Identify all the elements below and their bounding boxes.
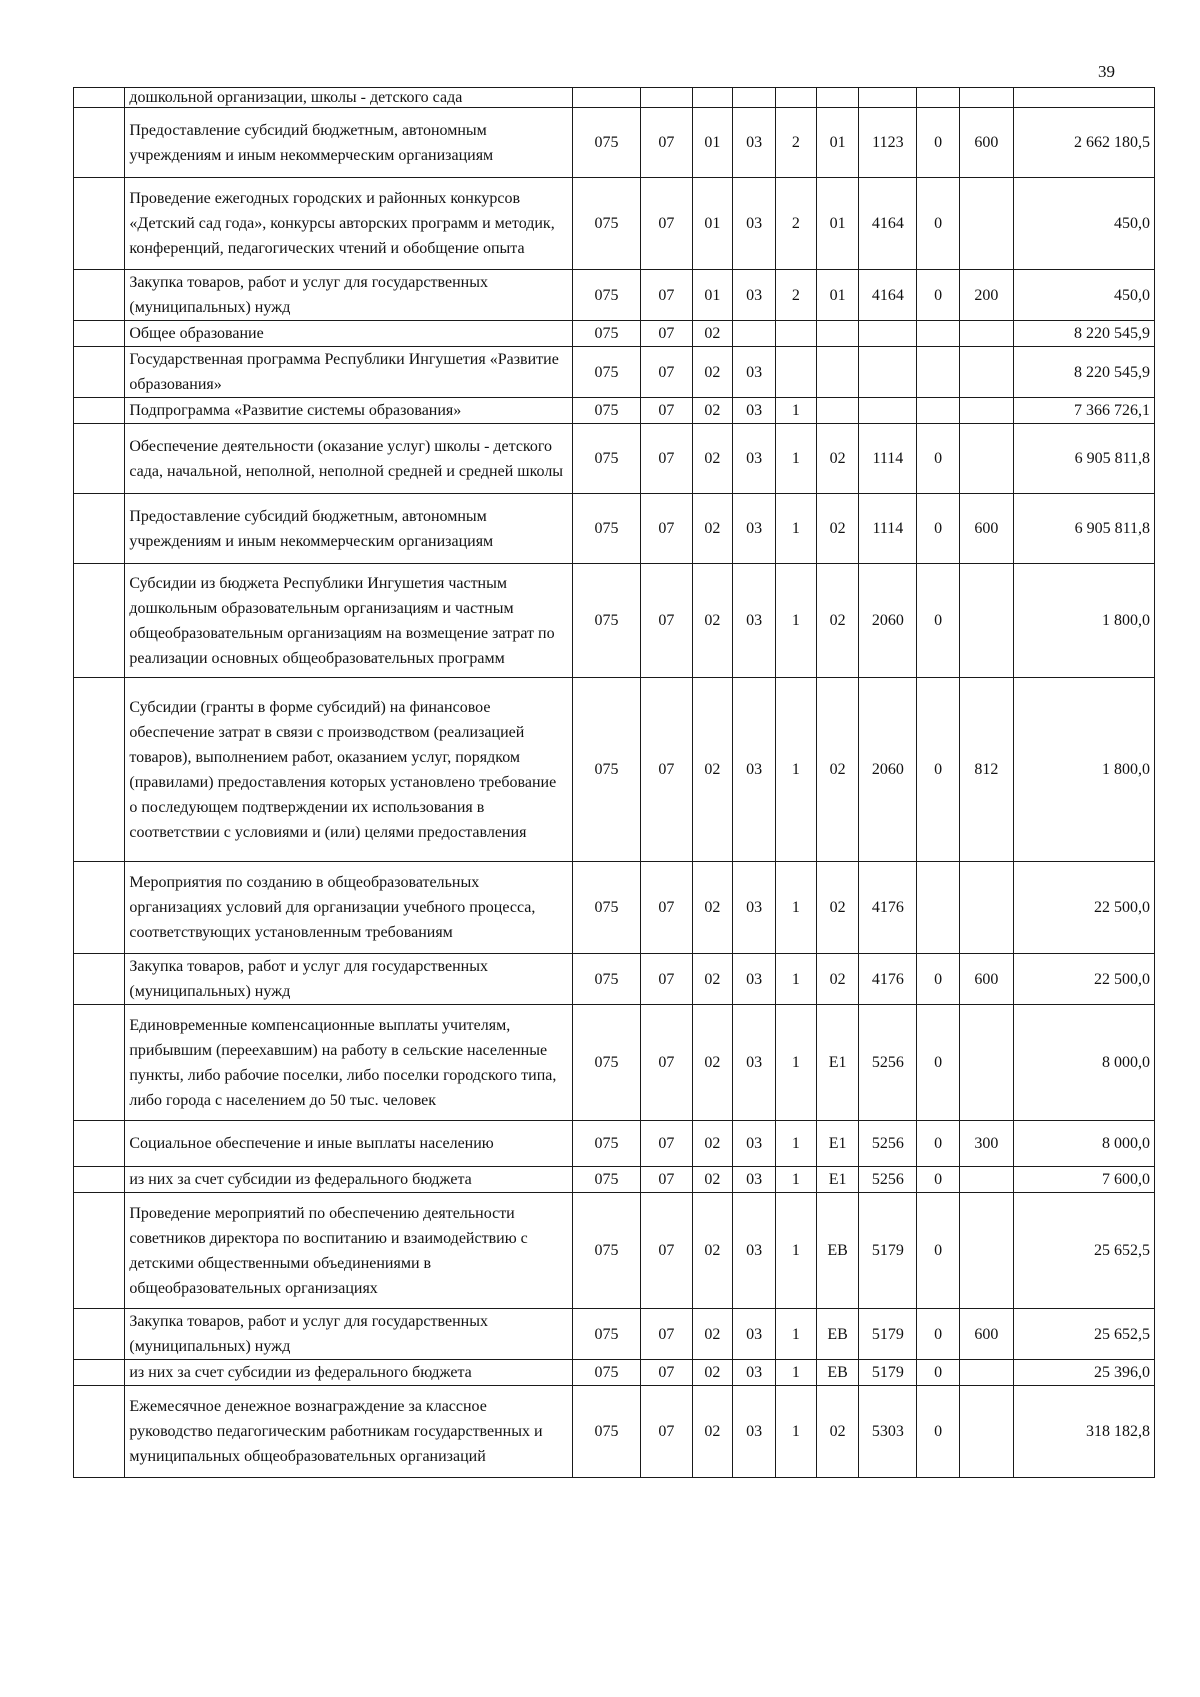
code-cell-c2: 07 (641, 398, 692, 424)
table-row (74, 1386, 1155, 1478)
code-cell-c7: 4164 (859, 270, 917, 321)
code-cell-c8: 0 (917, 108, 960, 178)
code-cell-c9 (960, 398, 1014, 424)
amount-cell: 8 220 545,9 (1013, 321, 1154, 347)
amount-cell: 318 182,8 (1013, 1386, 1154, 1478)
table-row (74, 1121, 1155, 1167)
code-cell-c9: 600 (960, 108, 1014, 178)
code-cell-c8 (917, 347, 960, 398)
code-cell-c4: 03 (733, 1360, 776, 1386)
code-cell-c9 (960, 564, 1014, 678)
code-cell-c4: 03 (733, 1309, 776, 1360)
code-cell-c5: 1 (776, 1121, 817, 1167)
table-row (74, 494, 1155, 564)
code-cell-c6: EB (816, 1193, 859, 1309)
amount-cell: 450,0 (1013, 178, 1154, 270)
code-cell-c4: 03 (733, 108, 776, 178)
code-cell-c5: 2 (776, 108, 817, 178)
page-number: 39 (1098, 62, 1115, 81)
code-cell-c9: 812 (960, 678, 1014, 862)
code-cell-c9: 300 (960, 1121, 1014, 1167)
row-description: Обеспечение деятельности (оказание услуг) школы - детского сада, начальной, неполной, неполной средней и средней школы (125, 424, 572, 494)
code-cell-c7: 2060 (859, 678, 917, 862)
code-cell-c5: 1 (776, 424, 817, 494)
code-cell-c7: 5256 (859, 1005, 917, 1121)
code-cell-c3: 01 (692, 270, 733, 321)
code-cell-c2: 07 (641, 1193, 692, 1309)
table-row (74, 108, 1155, 178)
code-cell-c6: 01 (816, 108, 859, 178)
code-cell-c9: 600 (960, 1309, 1014, 1360)
code-cell-c3: 02 (692, 1005, 733, 1121)
code-cell-c7: 5256 (859, 1167, 917, 1193)
code-cell-c5: 2 (776, 178, 817, 270)
code-cell-c4: 03 (733, 678, 776, 862)
row-description: из них за счет субсидии из федерального бюджета (125, 1167, 572, 1193)
code-cell-c4: 03 (733, 954, 776, 1005)
row-number-cell (74, 1167, 125, 1193)
table-row (74, 564, 1155, 678)
code-cell-c3: 02 (692, 321, 733, 347)
code-cell-c8: 0 (917, 1121, 960, 1167)
code-cell-c3: 02 (692, 564, 733, 678)
code-cell-c7: 5179 (859, 1360, 917, 1386)
code-cell-c1: 075 (572, 862, 640, 954)
code-cell-c6: 02 (816, 1386, 859, 1478)
table-row (74, 178, 1155, 270)
code-cell-c4: 03 (733, 178, 776, 270)
code-cell-c9 (960, 862, 1014, 954)
code-cell-c6: EB (816, 1360, 859, 1386)
code-cell-c1: 075 (572, 347, 640, 398)
code-cell-c4: 03 (733, 494, 776, 564)
code-cell-c1: 075 (572, 178, 640, 270)
table-row (74, 321, 1155, 347)
code-cell-c8: 0 (917, 1167, 960, 1193)
amount-cell: 25 396,0 (1013, 1360, 1154, 1386)
code-cell-c4 (733, 321, 776, 347)
table-row (74, 1309, 1155, 1360)
code-cell-c3: 02 (692, 398, 733, 424)
code-cell-c2: 07 (641, 424, 692, 494)
code-cell-c4: 03 (733, 1005, 776, 1121)
table-row (74, 1005, 1155, 1121)
code-cell-c6: E1 (816, 1121, 859, 1167)
code-cell-c4: 03 (733, 424, 776, 494)
code-cell-c2: 07 (641, 178, 692, 270)
code-cell-c7: 2060 (859, 564, 917, 678)
amount-cell (1013, 88, 1154, 108)
code-cell-c8 (917, 398, 960, 424)
row-description: Ежемесячное денежное вознаграждение за классное руководство педагогическим работникам государственных и муниципальных общеобразовательных организаций (125, 1386, 572, 1478)
budget-table (73, 87, 1155, 1478)
row-description: Закупка товаров, работ и услуг для государственных (муниципальных) нужд (125, 270, 572, 321)
code-cell-c9 (960, 1167, 1014, 1193)
code-cell-c3: 02 (692, 862, 733, 954)
code-cell-c1: 075 (572, 424, 640, 494)
code-cell-c3: 02 (692, 1360, 733, 1386)
code-cell-c2: 07 (641, 347, 692, 398)
code-cell-c5: 1 (776, 678, 817, 862)
code-cell-c1: 075 (572, 1167, 640, 1193)
code-cell-c1: 075 (572, 678, 640, 862)
code-cell-c1: 075 (572, 494, 640, 564)
code-cell-c1: 075 (572, 1386, 640, 1478)
amount-cell: 450,0 (1013, 270, 1154, 321)
code-cell-c3: 02 (692, 678, 733, 862)
code-cell-c9 (960, 1386, 1014, 1478)
amount-cell: 22 500,0 (1013, 862, 1154, 954)
amount-cell: 1 800,0 (1013, 678, 1154, 862)
table-row (74, 678, 1155, 862)
code-cell-c6: 01 (816, 270, 859, 321)
code-cell-c3: 01 (692, 108, 733, 178)
code-cell-c8: 0 (917, 424, 960, 494)
code-cell-c7: 5303 (859, 1386, 917, 1478)
row-number-cell (74, 1005, 125, 1121)
code-cell-c7: 1114 (859, 424, 917, 494)
row-number-cell (74, 494, 125, 564)
code-cell-c4: 03 (733, 270, 776, 321)
code-cell-c4: 03 (733, 1193, 776, 1309)
code-cell-c7: 5179 (859, 1309, 917, 1360)
code-cell-c4: 03 (733, 1386, 776, 1478)
code-cell-c9 (960, 178, 1014, 270)
code-cell-c6 (816, 321, 859, 347)
code-cell-c1: 075 (572, 270, 640, 321)
code-cell-c1: 075 (572, 108, 640, 178)
code-cell-c4: 03 (733, 398, 776, 424)
amount-cell: 6 905 811,8 (1013, 424, 1154, 494)
table-row (74, 1360, 1155, 1386)
row-description: Закупка товаров, работ и услуг для государственных (муниципальных) нужд (125, 1309, 572, 1360)
table-row (74, 270, 1155, 321)
code-cell-c8 (917, 862, 960, 954)
code-cell-c7: 4176 (859, 862, 917, 954)
code-cell-c8: 0 (917, 564, 960, 678)
code-cell-c3: 02 (692, 494, 733, 564)
table-row (74, 88, 1155, 108)
code-cell-c9: 600 (960, 954, 1014, 1005)
row-number-cell (74, 347, 125, 398)
amount-cell: 1 800,0 (1013, 564, 1154, 678)
code-cell-c1: 075 (572, 1005, 640, 1121)
code-cell-c5: 1 (776, 1005, 817, 1121)
code-cell-c7: 5179 (859, 1193, 917, 1309)
code-cell-c6: 01 (816, 178, 859, 270)
code-cell-c2: 07 (641, 321, 692, 347)
code-cell-c1: 075 (572, 321, 640, 347)
code-cell-c7 (859, 347, 917, 398)
budget-table-body (74, 88, 1155, 1478)
row-number-cell (74, 1193, 125, 1309)
amount-cell: 8 000,0 (1013, 1121, 1154, 1167)
code-cell-c8: 0 (917, 494, 960, 564)
code-cell-c2: 07 (641, 1309, 692, 1360)
code-cell-c6: 02 (816, 494, 859, 564)
code-cell-c9 (960, 347, 1014, 398)
code-cell-c3: 02 (692, 954, 733, 1005)
code-cell-c6: E1 (816, 1167, 859, 1193)
code-cell-c1: 075 (572, 1360, 640, 1386)
code-cell-c4 (733, 88, 776, 108)
code-cell-c4: 03 (733, 347, 776, 398)
code-cell-c5: 1 (776, 1386, 817, 1478)
code-cell-c8: 0 (917, 1309, 960, 1360)
code-cell-c8: 0 (917, 954, 960, 1005)
table-row (74, 424, 1155, 494)
row-number-cell (74, 178, 125, 270)
code-cell-c4: 03 (733, 1167, 776, 1193)
code-cell-c5: 2 (776, 270, 817, 321)
row-number-cell (74, 1309, 125, 1360)
code-cell-c4: 03 (733, 564, 776, 678)
code-cell-c5: 1 (776, 1360, 817, 1386)
code-cell-c3: 02 (692, 1386, 733, 1478)
code-cell-c2: 07 (641, 1360, 692, 1386)
code-cell-c9 (960, 424, 1014, 494)
row-number-cell (74, 321, 125, 347)
code-cell-c7: 4164 (859, 178, 917, 270)
row-description: Общее образование (125, 321, 572, 347)
code-cell-c6: E1 (816, 1005, 859, 1121)
row-number-cell (74, 1360, 125, 1386)
code-cell-c7: 4176 (859, 954, 917, 1005)
code-cell-c5: 1 (776, 1167, 817, 1193)
code-cell-c3: 02 (692, 1121, 733, 1167)
code-cell-c1: 075 (572, 1193, 640, 1309)
amount-cell: 2 662 180,5 (1013, 108, 1154, 178)
code-cell-c7: 5256 (859, 1121, 917, 1167)
amount-cell: 8 220 545,9 (1013, 347, 1154, 398)
code-cell-c7: 1123 (859, 108, 917, 178)
code-cell-c3 (692, 88, 733, 108)
code-cell-c2: 07 (641, 862, 692, 954)
amount-cell: 25 652,5 (1013, 1309, 1154, 1360)
code-cell-c5: 1 (776, 494, 817, 564)
row-number-cell (74, 88, 125, 108)
row-description: Государственная программа Республики Ингушетия «Развитие образования» (125, 347, 572, 398)
code-cell-c9 (960, 88, 1014, 108)
amount-cell: 22 500,0 (1013, 954, 1154, 1005)
row-description: Субсидии из бюджета Республики Ингушетия частным дошкольным образовательным организациям и частным общеобразовательным организациям на возмещение затрат по реализации основных общеобразовательных программ (125, 564, 572, 678)
code-cell-c2: 07 (641, 954, 692, 1005)
row-description: Субсидии (гранты в форме субсидий) на финансовое обеспечение затрат в связи с производством (реализацией товаров), выполнением работ, оказанием услуг, порядком (правилами) предоставления которых установлено требование о последующем подтверждении их использования в соответствии с условиями и (или) целями предоставления (125, 678, 572, 862)
code-cell-c5: 1 (776, 1193, 817, 1309)
code-cell-c2: 07 (641, 1386, 692, 1478)
code-cell-c3: 02 (692, 424, 733, 494)
code-cell-c8: 0 (917, 678, 960, 862)
code-cell-c5: 1 (776, 1309, 817, 1360)
code-cell-c8: 0 (917, 1005, 960, 1121)
code-cell-c2: 07 (641, 1121, 692, 1167)
row-description: Предоставление субсидий бюджетным, автономным учреждениям и иным некоммерческим организациям (125, 108, 572, 178)
code-cell-c2: 07 (641, 270, 692, 321)
row-number-cell (74, 1121, 125, 1167)
table-row (74, 862, 1155, 954)
row-number-cell (74, 270, 125, 321)
code-cell-c8: 0 (917, 1386, 960, 1478)
code-cell-c5: 1 (776, 398, 817, 424)
row-number-cell (74, 398, 125, 424)
code-cell-c1: 075 (572, 564, 640, 678)
code-cell-c2 (641, 88, 692, 108)
code-cell-c2: 07 (641, 1005, 692, 1121)
code-cell-c5: 1 (776, 564, 817, 678)
row-number-cell (74, 1386, 125, 1478)
code-cell-c2: 07 (641, 494, 692, 564)
amount-cell: 8 000,0 (1013, 1005, 1154, 1121)
code-cell-c6 (816, 88, 859, 108)
code-cell-c8 (917, 88, 960, 108)
amount-cell: 7 366 726,1 (1013, 398, 1154, 424)
amount-cell: 7 600,0 (1013, 1167, 1154, 1193)
code-cell-c2: 07 (641, 1167, 692, 1193)
code-cell-c6 (816, 398, 859, 424)
code-cell-c6: 02 (816, 424, 859, 494)
code-cell-c8: 0 (917, 178, 960, 270)
code-cell-c9 (960, 321, 1014, 347)
row-number-cell (74, 678, 125, 862)
code-cell-c6: 02 (816, 564, 859, 678)
code-cell-c8 (917, 321, 960, 347)
code-cell-c4: 03 (733, 862, 776, 954)
code-cell-c9 (960, 1360, 1014, 1386)
row-description: дошкольной организации, школы - детского сада (125, 88, 572, 108)
code-cell-c1: 075 (572, 954, 640, 1005)
row-description: Мероприятия по созданию в общеобразовательных организациях условий для организации учебного процесса, соответствующих установленным требованиям (125, 862, 572, 954)
code-cell-c5 (776, 321, 817, 347)
code-cell-c3: 02 (692, 347, 733, 398)
row-description: Предоставление субсидий бюджетным, автономным учреждениям и иным некоммерческим организациям (125, 494, 572, 564)
code-cell-c6: 02 (816, 678, 859, 862)
code-cell-c4: 03 (733, 1121, 776, 1167)
amount-cell: 6 905 811,8 (1013, 494, 1154, 564)
table-row (74, 347, 1155, 398)
code-cell-c2: 07 (641, 678, 692, 862)
table-row (74, 1193, 1155, 1309)
row-number-cell (74, 108, 125, 178)
code-cell-c5: 1 (776, 862, 817, 954)
row-description: Подпрограмма «Развитие системы образования» (125, 398, 572, 424)
code-cell-c1: 075 (572, 1309, 640, 1360)
table-row (74, 954, 1155, 1005)
row-number-cell (74, 564, 125, 678)
code-cell-c9: 600 (960, 494, 1014, 564)
code-cell-c5 (776, 347, 817, 398)
code-cell-c5 (776, 88, 817, 108)
code-cell-c7 (859, 321, 917, 347)
row-description: Социальное обеспечение и иные выплаты населению (125, 1121, 572, 1167)
code-cell-c2: 07 (641, 108, 692, 178)
code-cell-c3: 02 (692, 1193, 733, 1309)
row-description: Единовременные компенсационные выплаты учителям, прибывшим (переехавшим) на работу в сельские населенные пункты, либо рабочие поселки, либо поселки городского типа, либо города с населением до 50 тыс. человек (125, 1005, 572, 1121)
code-cell-c1: 075 (572, 398, 640, 424)
code-cell-c7 (859, 88, 917, 108)
code-cell-c6: EB (816, 1309, 859, 1360)
code-cell-c8: 0 (917, 270, 960, 321)
row-number-cell (74, 424, 125, 494)
code-cell-c6: 02 (816, 954, 859, 1005)
row-description: из них за счет субсидии из федерального бюджета (125, 1360, 572, 1386)
code-cell-c7 (859, 398, 917, 424)
code-cell-c8: 0 (917, 1360, 960, 1386)
code-cell-c9 (960, 1005, 1014, 1121)
code-cell-c6 (816, 347, 859, 398)
code-cell-c3: 02 (692, 1167, 733, 1193)
table-row (74, 1167, 1155, 1193)
row-number-cell (74, 862, 125, 954)
code-cell-c3: 01 (692, 178, 733, 270)
table-row (74, 398, 1155, 424)
code-cell-c1: 075 (572, 1121, 640, 1167)
row-number-cell (74, 954, 125, 1005)
code-cell-c3: 02 (692, 1309, 733, 1360)
code-cell-c5: 1 (776, 954, 817, 1005)
code-cell-c8: 0 (917, 1193, 960, 1309)
amount-cell: 25 652,5 (1013, 1193, 1154, 1309)
code-cell-c6: 02 (816, 862, 859, 954)
code-cell-c9 (960, 1193, 1014, 1309)
code-cell-c1 (572, 88, 640, 108)
row-description: Закупка товаров, работ и услуг для государственных (муниципальных) нужд (125, 954, 572, 1005)
row-description: Проведение ежегодных городских и районных конкурсов «Детский сад года», конкурсы авторских программ и методик, конференций, педагогических чтений и обобщение опыта (125, 178, 572, 270)
code-cell-c9: 200 (960, 270, 1014, 321)
code-cell-c7: 1114 (859, 494, 917, 564)
code-cell-c2: 07 (641, 564, 692, 678)
row-description: Проведение мероприятий по обеспечению деятельности советников директора по воспитанию и взаимодействию с детскими общественными объединениями в общеобразовательных организациях (125, 1193, 572, 1309)
